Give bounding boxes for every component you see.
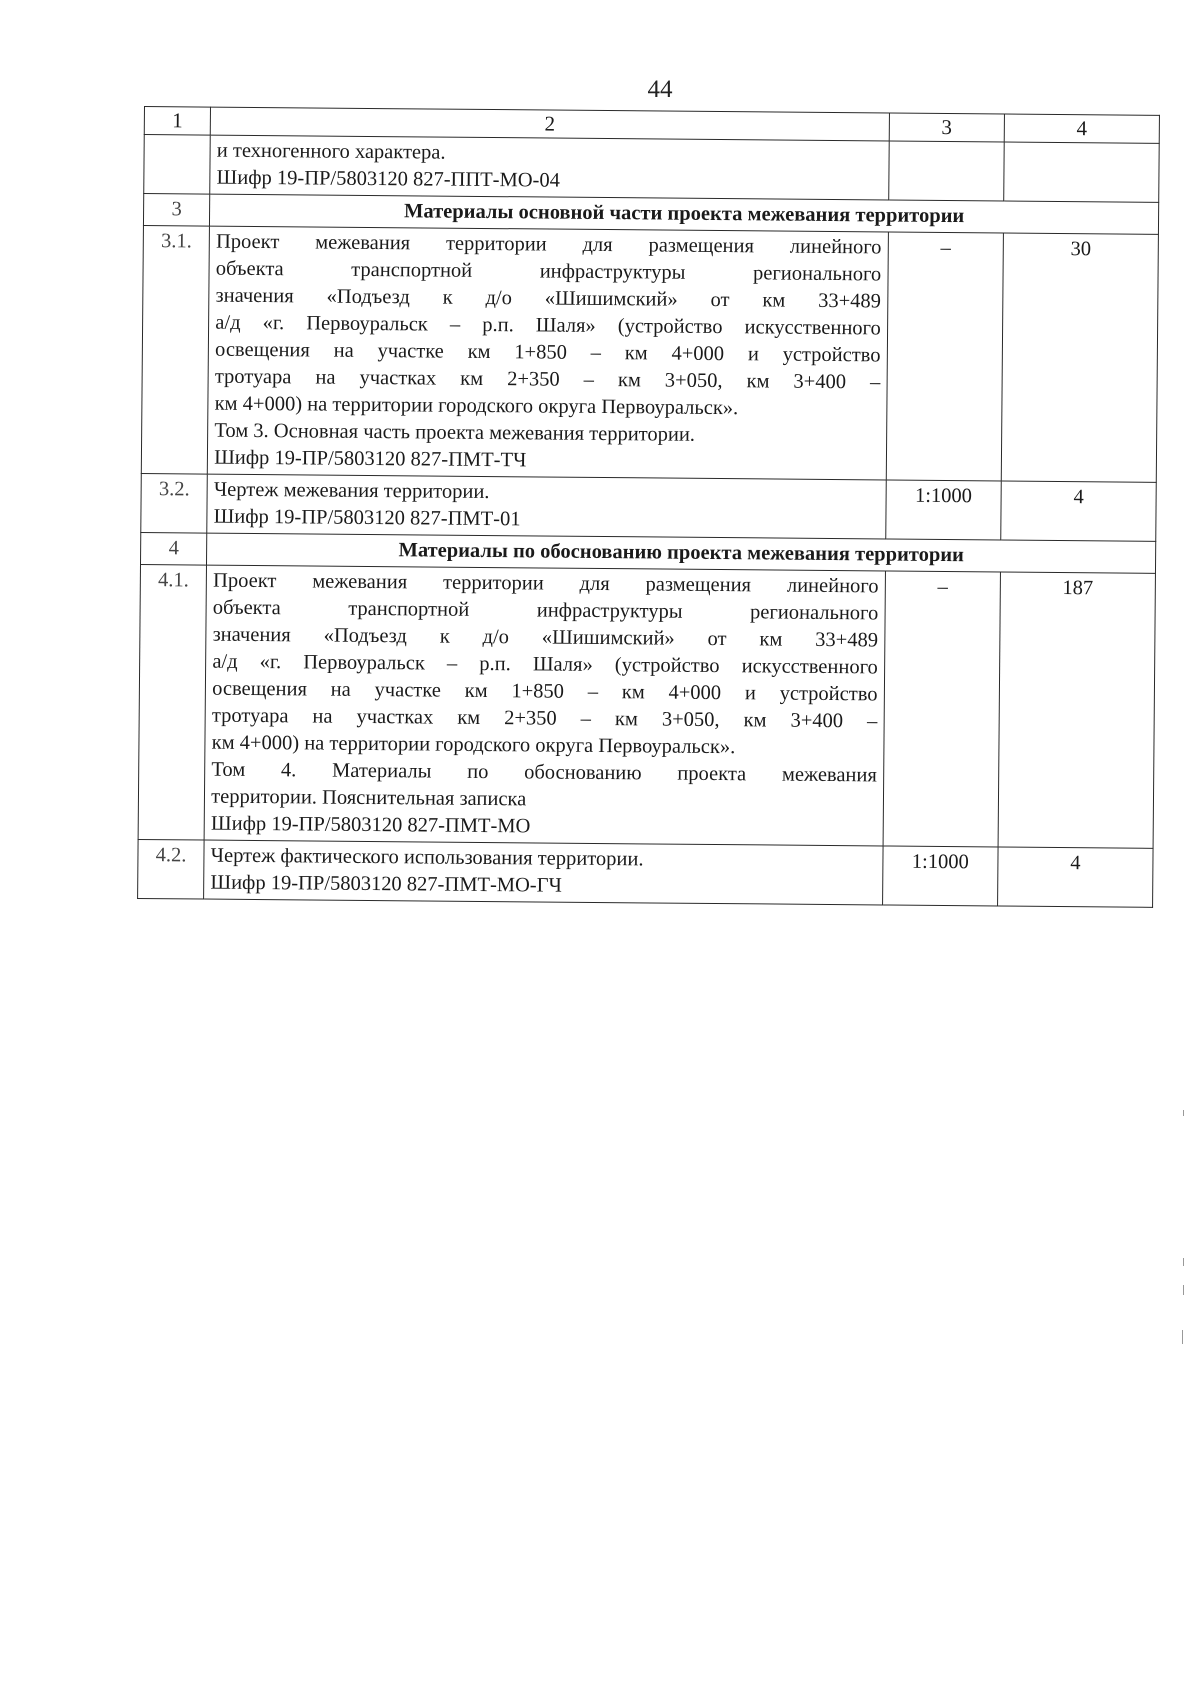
description-line: Том 4. Материалы по обоснованию проекта межевания	[211, 758, 877, 787]
row-description	[204, 565, 885, 846]
row-number: 3.1.	[141, 225, 209, 474]
description-line: тротуара на участках км 2+350 – км 3+050, км 3+400 –	[211, 704, 878, 733]
row-scale	[888, 141, 1004, 201]
row-number: 4.2.	[138, 839, 205, 899]
header-cell-1: 1	[144, 107, 210, 136]
description-line: Шифр 19-ПР/5803120 827-ПМТ-01	[213, 505, 521, 531]
description-line: Шифр 19-ПР/5803120 827-ПМТ-ТЧ	[214, 446, 527, 472]
description-line: а/д «г. Первоуральск – р.п. Шаля» (устройство искусственного	[215, 311, 881, 340]
description-line: Шифр 19-ПР/5803120 827-ПМТ-МО-ГЧ	[210, 871, 562, 897]
description-line: тротуара на участках км 2+350 – км 3+050, км 3+400 –	[214, 365, 881, 394]
scan-artifact	[1183, 1258, 1184, 1266]
scan-artifact	[1182, 1330, 1183, 1344]
table-row	[138, 839, 1153, 907]
description-line: объекта транспортной инфраструктуры регионального	[215, 257, 882, 286]
section-number: 4	[140, 532, 207, 565]
description-line: Шифр 19-ПР/5803120 827-ППТ-МО-04	[216, 166, 561, 192]
row-description	[204, 840, 883, 905]
row-sheets: 4	[998, 847, 1153, 907]
documents-table	[137, 106, 1160, 908]
description-line: Чертеж межевания территории.	[213, 478, 490, 504]
scan-artifact	[1183, 1110, 1184, 1116]
header-cell-4: 4	[1004, 114, 1159, 143]
description-line: Шифр 19-ПР/5803120 827-ПМТ-МО	[210, 812, 531, 838]
header-cell-2: 2	[210, 107, 889, 141]
row-sheets: 30	[1001, 233, 1158, 482]
description-line: значения «Подъезд к д/о «Шишимский» от км 33+489	[212, 623, 879, 652]
row-sheets: 187	[998, 572, 1155, 848]
row-scale: –	[883, 571, 1001, 847]
row-number	[144, 135, 211, 195]
page-number: 44	[647, 76, 673, 103]
description-line: освещения на участке км 1+850 – км 4+000 и устройство	[212, 677, 878, 706]
description-line: объекта транспортной инфраструктуры регионального	[212, 596, 879, 625]
table-row	[144, 135, 1159, 203]
description-line: значения «Подъезд к д/о «Шишимский» от км 33+489	[215, 284, 882, 313]
row-description	[207, 474, 886, 539]
section-number: 3	[143, 194, 210, 227]
section-title: Материалы основной части проекта межевания территории	[210, 194, 1159, 234]
description-line: освещения на участке км 1+850 – км 4+000 и устройство	[215, 338, 881, 367]
description-line: территории. Пояснительная записка	[211, 785, 527, 811]
row-number: 4.1.	[138, 564, 207, 840]
row-scale: –	[886, 232, 1004, 481]
row-sheets: 4	[1001, 481, 1156, 541]
description-line: Проект межевания территории для размещения линейного	[215, 230, 882, 259]
row-sheets	[1004, 142, 1159, 202]
row-scale: 1:1000	[882, 846, 998, 906]
scan-artifact	[1183, 1285, 1184, 1295]
table-row	[141, 225, 1158, 482]
description-line: км 4+000) на территории городского округа Первоуральск».	[211, 731, 736, 759]
table-row	[141, 473, 1156, 541]
row-description	[208, 226, 889, 480]
description-line: а/д «г. Первоуральск – р.п. Шаля» (устройство искусственного	[212, 650, 878, 679]
description-line: км 4+000) на территории городского округа Первоуральск».	[214, 392, 739, 420]
description-line: и техногенного характера.	[216, 139, 446, 164]
header-cell-3: 3	[889, 113, 1005, 142]
table-row	[138, 564, 1155, 848]
row-scale: 1:1000	[885, 480, 1001, 540]
row-description	[210, 135, 889, 200]
section-title: Материалы по обоснованию проекта межевания территории	[207, 533, 1156, 573]
description-line: Проект межевания территории для размещения линейного	[212, 569, 879, 598]
row-number: 3.2.	[141, 473, 208, 533]
description-line: Том 3. Основная часть проекта межевания территории.	[214, 419, 696, 446]
description-line: Чертеж фактического использования территории.	[210, 844, 644, 871]
